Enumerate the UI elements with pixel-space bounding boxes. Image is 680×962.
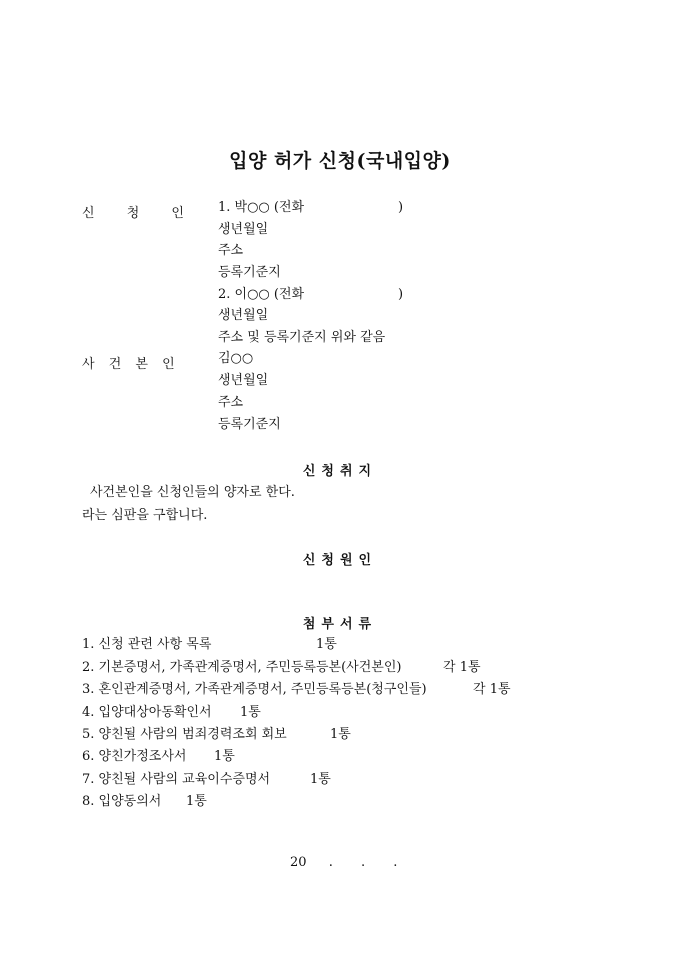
attachment-item	[82, 726, 287, 744]
applicant-2-address-registry: 주소 및 등록기준지 위와 같음	[218, 330, 386, 345]
date-separator: .	[393, 855, 398, 870]
date-line	[290, 855, 397, 870]
applicant-2-phone-close: )	[398, 287, 404, 302]
date-separator: .	[360, 855, 366, 870]
purpose-line-1: 사건본인을 신청인들의 양자로 한다.	[90, 485, 295, 500]
date-separator: .	[328, 855, 333, 870]
purpose-line-2: 라는 심판을 구합니다.	[82, 508, 208, 523]
attachment-item	[82, 793, 161, 811]
attachment-text: 5. 양친될 사람의 범죄경력조회 회보	[82, 727, 287, 742]
principal-label: 사 건 본 인	[82, 357, 180, 372]
principal-name: 김○○	[218, 351, 254, 366]
document-title: 입양 허가 신청(국내입양)	[229, 150, 451, 172]
attachment-text: 7. 양친될 사람의 교육이수증명서	[82, 772, 271, 787]
attachment-count: 1통	[186, 794, 207, 809]
attachment-text: 1. 신청 관련 사항 목록	[82, 637, 212, 652]
date-year: 20	[290, 855, 307, 870]
attachment-text: 4. 입양대상아동확인서	[82, 705, 212, 720]
attachment-item	[82, 681, 427, 699]
applicant-2-name: 2. 이○○ (전화	[218, 287, 305, 302]
attachment-count: 1통	[330, 727, 351, 742]
purpose-heading: 신청취지	[302, 464, 378, 479]
attachment-count: 1통	[214, 749, 235, 764]
principal-birthdate: 생년월일	[218, 373, 269, 388]
attachment-item	[82, 704, 212, 722]
attachment-count: 1통	[310, 772, 331, 787]
cause-heading: 신청원인	[302, 553, 378, 568]
attachment-text: 2. 기본증명서, 가족관계증명서, 주민등록등본(사건본인)	[82, 660, 402, 675]
applicant-1-registry: 등록기준지	[218, 265, 281, 280]
principal-registry: 등록기준지	[218, 417, 281, 432]
applicant-1-birthdate: 생년월일	[218, 222, 269, 237]
attachment-count: 각 1통	[443, 660, 481, 675]
attachment-item	[82, 636, 211, 654]
applicant-1-name: 1. 박○○ (전화	[218, 200, 305, 215]
attachment-item	[82, 748, 186, 766]
applicant-1-address: 주소	[218, 243, 244, 258]
attachment-count: 1통	[316, 637, 337, 652]
attachment-text: 8. 입양동의서	[82, 794, 162, 809]
applicant-1-phone-close: )	[398, 200, 404, 215]
applicant-2-birthdate: 생년월일	[218, 308, 269, 323]
attachment-count: 1통	[240, 705, 261, 720]
attachment-item	[82, 771, 270, 789]
principal-address: 주소	[218, 395, 244, 410]
attachment-item	[82, 659, 402, 677]
attachment-count: 각 1통	[473, 682, 511, 697]
attachments-heading: 첨부서류	[302, 617, 378, 632]
applicants-label: 신 청 인	[82, 206, 198, 221]
attachment-text: 6. 양친가정조사서	[82, 749, 187, 764]
attachment-text: 3. 혼인관계증명서, 가족관계증명서, 주민등록등본(청구인들)	[82, 682, 427, 697]
